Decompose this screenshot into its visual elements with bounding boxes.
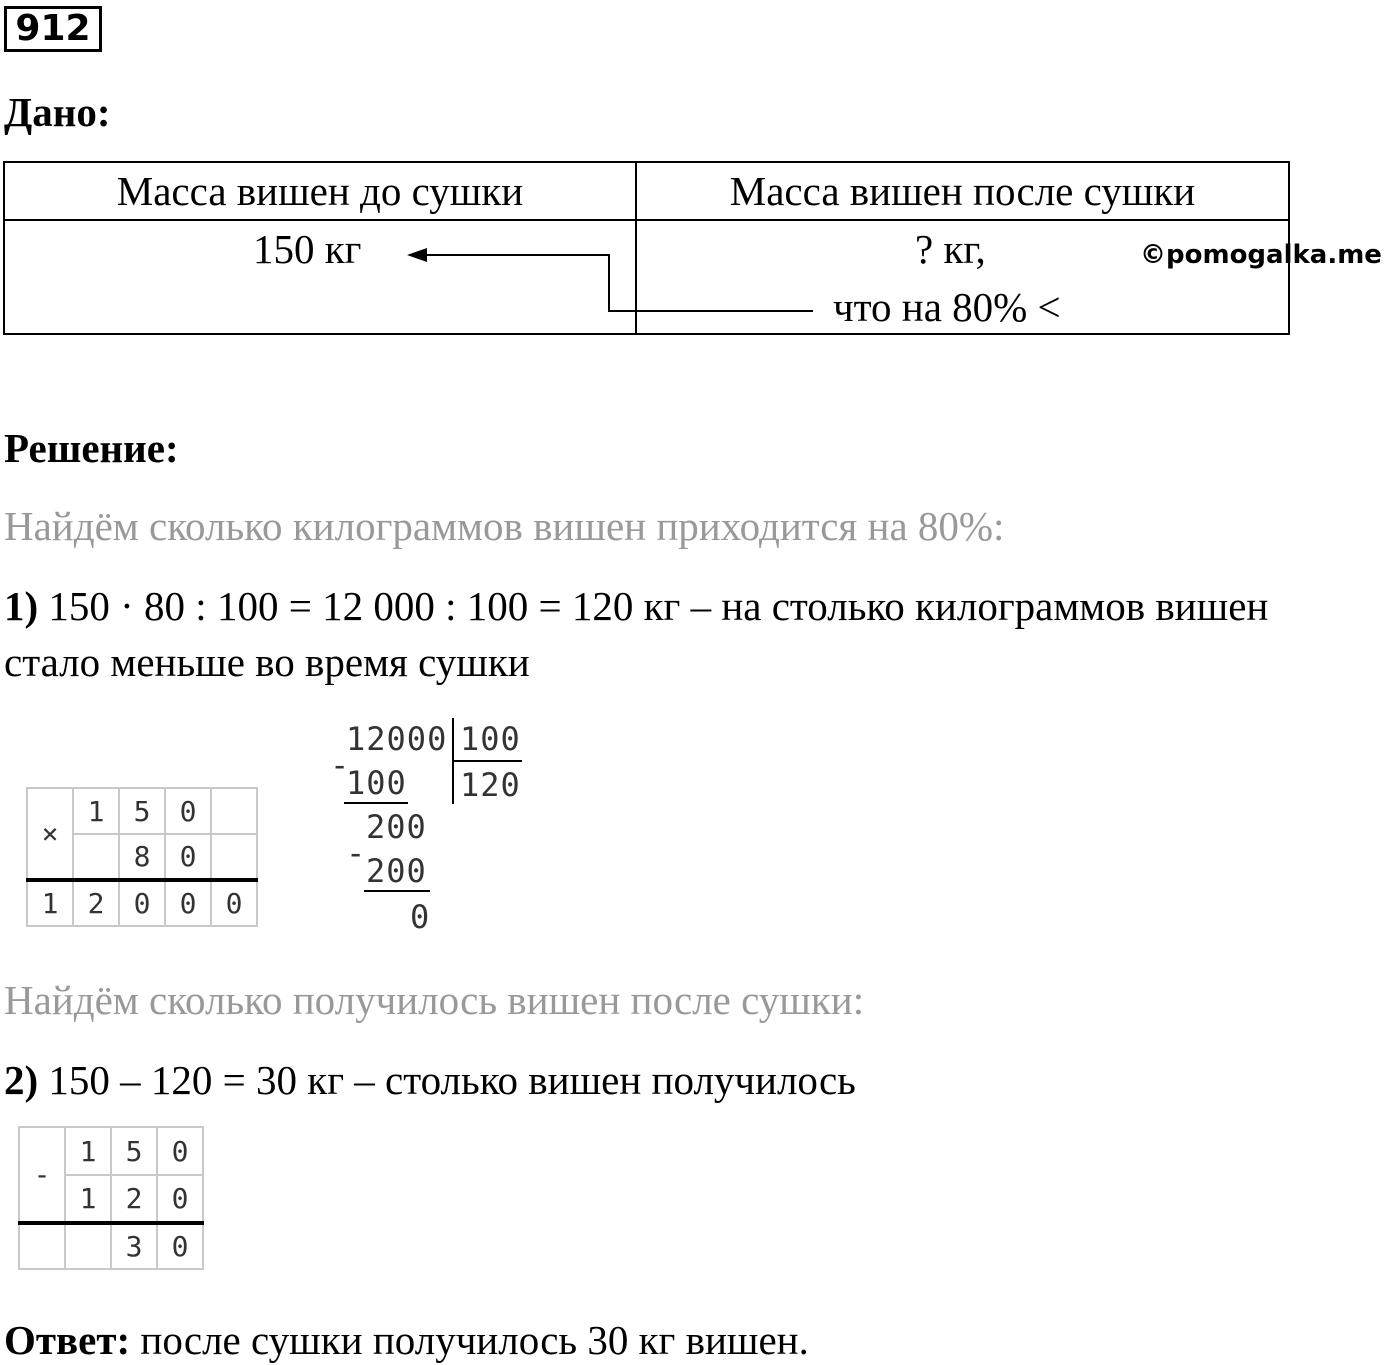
given-table	[3, 161, 1290, 335]
after-drying-note: что на 80% <	[833, 284, 1061, 330]
division-underline-2	[364, 890, 430, 892]
arrow-line	[423, 255, 813, 311]
arrow-head-icon	[407, 248, 427, 262]
problem-number: 912	[4, 6, 102, 52]
division-minus-1: -	[330, 746, 351, 784]
division-remainder-2: 0	[410, 898, 431, 936]
grid-cell: 0	[157, 1175, 203, 1223]
division-subtrahend-2: 200	[366, 852, 427, 890]
grid-cell: ×	[27, 788, 73, 880]
step1-intro: Найдём сколько килограммов вишен приходится на 80%:	[4, 503, 1005, 549]
grid-cell: -	[19, 1127, 65, 1223]
step2-line	[4, 1056, 856, 1104]
value-after-drying: ? кг,	[915, 226, 986, 272]
grid-cell: 8	[119, 834, 165, 880]
grid-cell: 1	[65, 1127, 111, 1175]
solution-title: Решение:	[4, 425, 179, 471]
grid-cell: 0	[157, 1223, 203, 1269]
step1-text: 150 · 80 : 100 = 12 000 : 100 = 120 кг – на столько килограммов вишен	[48, 583, 1269, 629]
subtraction-grid	[18, 1126, 204, 1270]
long-division	[330, 718, 550, 938]
grid-cell: 3	[111, 1223, 157, 1269]
division-divisor: 100	[460, 720, 521, 758]
watermark: ©pomogalka.me	[1140, 240, 1382, 270]
grid-cell: 0	[165, 880, 211, 926]
grid-cell: 5	[119, 788, 165, 834]
grid-cell: 1	[65, 1175, 111, 1223]
answer-label: Ответ:	[4, 1317, 131, 1363]
arrow-connector	[3, 161, 1290, 335]
step1-number: 1)	[4, 583, 39, 629]
grid-cell: 0	[165, 788, 211, 834]
division-dividend: 12000	[346, 720, 448, 758]
step1-line1	[4, 582, 1268, 630]
grid-cell	[19, 1223, 65, 1269]
division-subtrahend-1: 100	[346, 764, 407, 802]
division-minus-2: -	[346, 834, 367, 872]
answer-text: после сушки получилось 30 кг вишен.	[140, 1317, 809, 1363]
header-before-drying: Масса вишен до сушки	[116, 168, 524, 214]
step1-line2: стало меньше во время сушки	[4, 639, 530, 685]
given-title: Дано:	[4, 89, 111, 135]
grid-cell	[211, 788, 257, 834]
value-before-drying: 150 кг	[253, 226, 362, 272]
grid-cell: 1	[73, 788, 119, 834]
grid-cell	[65, 1223, 111, 1269]
division-quotient: 120	[460, 766, 521, 804]
answer-line	[4, 1316, 809, 1364]
grid-cell: 0	[211, 880, 257, 926]
grid-cell: 2	[111, 1175, 157, 1223]
grid-cell: 0	[157, 1127, 203, 1175]
multiplication-grid	[26, 787, 258, 927]
grid-cell: 2	[73, 880, 119, 926]
division-underline-1	[344, 802, 408, 804]
step2-number: 2)	[4, 1057, 39, 1103]
grid-cell: 0	[165, 834, 211, 880]
header-after-drying: Масса вишен после сушки	[729, 168, 1196, 214]
grid-cell: 5	[111, 1127, 157, 1175]
step2-text: 150 – 120 = 30 кг – столько вишен получилось	[48, 1057, 856, 1103]
grid-cell	[211, 834, 257, 880]
grid-cell: 0	[119, 880, 165, 926]
step2-intro: Найдём сколько получилось вишен после сушки:	[4, 977, 865, 1023]
grid-cell	[73, 834, 119, 880]
division-bar-horizontal	[452, 760, 522, 762]
division-remainder-1: 200	[366, 808, 427, 846]
grid-cell: 1	[27, 880, 73, 926]
